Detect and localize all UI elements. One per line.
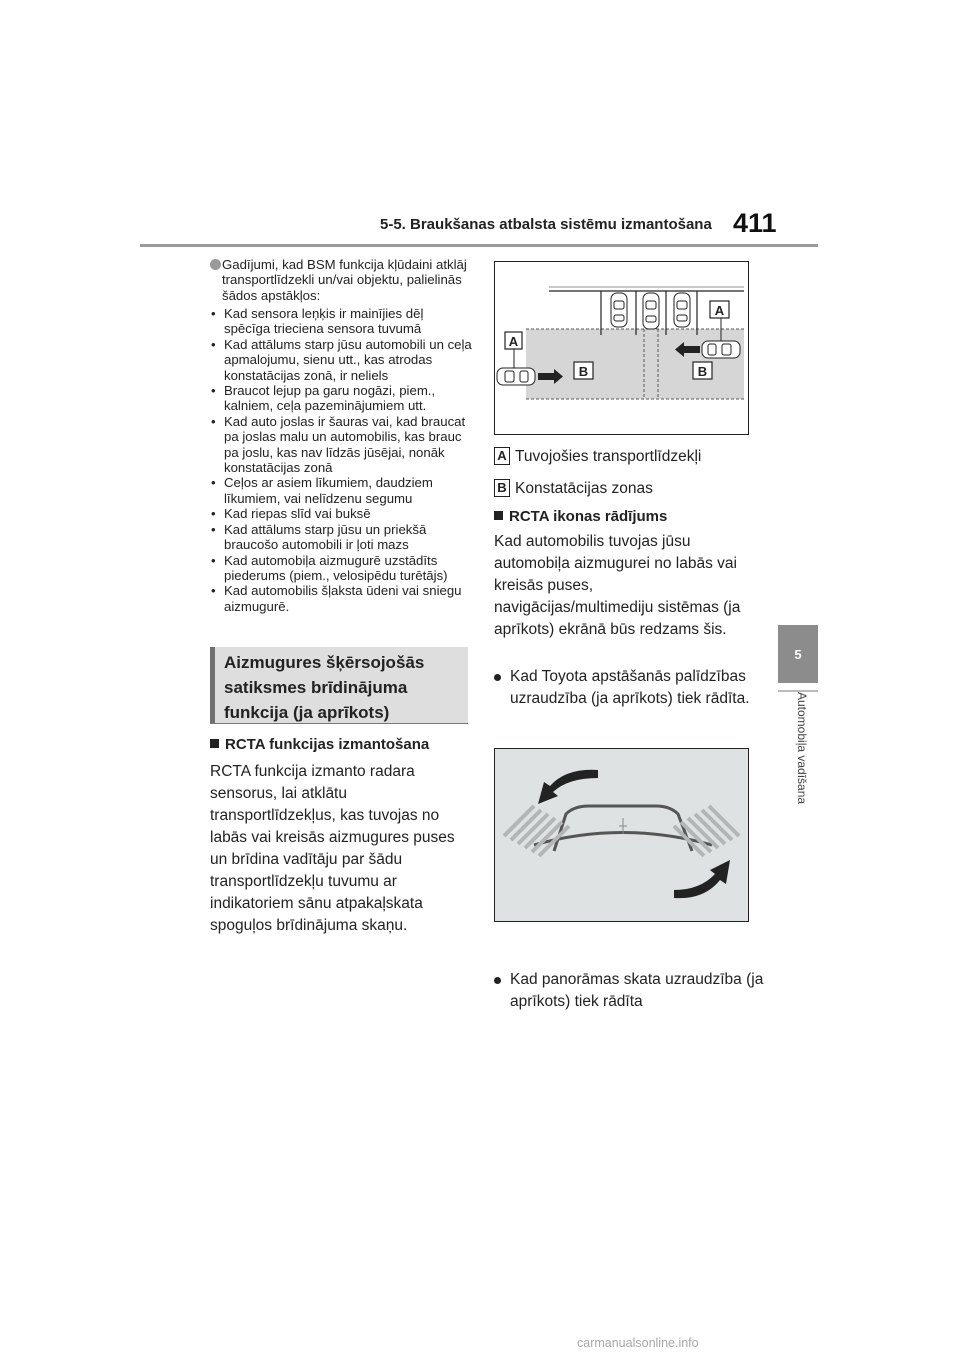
legend-a: A Tuvojošies transportlīdzekļi (494, 447, 701, 466)
svg-text:B: B (578, 364, 589, 379)
list-item: • Kad automobiļa aizmugurē uzstādīts piederums (piem., velosipēdu turētājs) (211, 552, 448, 583)
list-item: • Kad riepas slīd vai buksē (211, 506, 371, 522)
list-item: • Kad attālums starp jūsu automobili un ceļa apmalojumu, sienu utt., kas atrodas konstatācijas zonā, ir neliels (211, 336, 472, 383)
gray-bullet-icon (210, 259, 221, 270)
svg-text:A: A (714, 303, 725, 318)
square-bullet-icon (210, 739, 219, 748)
page-number: 411 (733, 208, 777, 238)
header-rule (140, 244, 818, 247)
section-title: 5-5. Braukšanas atbalsta sistēmu izmantošana (380, 216, 712, 233)
list-item: Kad Toyota apstāšanās palīdzības uzraudzība (ja aprīkots) tiek rādīta. (494, 666, 765, 710)
chapter-tab: 5 (778, 625, 818, 683)
bsm-intro (210, 257, 472, 303)
rcta-usage-heading: RCTA funkcijas izmantošana (210, 736, 429, 753)
heading-accent-bar (210, 647, 215, 724)
square-bullet-icon (494, 511, 503, 520)
bsm-intro-text: Gadījumi, kad BSM funkcija kļūdaini atklāj transportlīdzekli un/vai objektu, palielinās šādos apstākļos: (222, 257, 467, 303)
rcta-heading: Aizmugures šķērsojošās satiksmes brīdinājuma funkcija (ja aprīkots) (224, 653, 425, 722)
rcta-heading-box (210, 647, 468, 724)
svg-text:A: A (508, 334, 519, 349)
list-item: Kad panorāmas skata uzraudzība (ja aprīkots) tiek rādīta (494, 969, 765, 1013)
rcta-zone-diagram (494, 261, 749, 435)
chapter-label: Automobiļa vadīšana (795, 692, 809, 805)
parked-car-icon (611, 293, 627, 327)
svg-text:B: B (697, 364, 708, 379)
list-item: • Ceļos ar asiem līkumiem, daudziem līkumiem, vai nelīdzenu segumu (211, 475, 433, 506)
approaching-car-icon (497, 368, 535, 385)
rcta-usage-text: RCTA funkcija izmanto radara sensorus, lai atklātu transportlīdzekļus, kas tuvojas no labās vai kreisās aizmugures puses un brīdina vadītāju par šādu transportlīdzekļu tuvumu ar indikatoriem sānu atpakaļskata spoguļos brīdinājuma skaņu. (210, 763, 455, 934)
list-item: • Kad automobilis šļaksta ūdeni vai sniegu aizmugurē. (211, 583, 462, 614)
parked-car-icon (643, 293, 659, 329)
bullet-icon (494, 977, 501, 984)
heading-underline (210, 723, 468, 724)
approaching-car-icon (702, 341, 740, 358)
rcta-icon-text: Kad automobilis tuvojas jūsu automobiļa aizmugurei no labās vai kreisās puses, navigācijas/multimediju sistēmas (ja aprīkots) ekrānā būs redzams šis. (494, 533, 741, 638)
list-item: • Kad sensora leņķis ir mainījies dēļ spēcīga trieciena sensora tuvumā (211, 306, 424, 337)
list-item: • Kad attālums starp jūsu un priekšā braucošo automobili ir ļoti mazs (211, 521, 427, 553)
bsm-conditions-list (210, 306, 472, 614)
rcta-camera-view (494, 748, 749, 922)
watermark: carmanualsonline.info (577, 1336, 699, 1350)
parked-car-icon (674, 293, 690, 327)
legend-b: B Konstatācijas zonas (494, 479, 653, 498)
bullet-icon (494, 674, 501, 681)
list-item: • Braucot lejup pa garu nogāzi, piem., kalniem, ceļa pazeminājumiem utt. (211, 383, 436, 414)
rcta-icon-heading: RCTA ikonas rādījums (494, 508, 667, 525)
list-item: • Kad auto joslas ir šauras vai, kad braucat pa joslas malu un automobilis, kas brauc pa joslu, kas nav līdzās jūsējai, nonāk konstatācijas zonā (211, 413, 466, 476)
